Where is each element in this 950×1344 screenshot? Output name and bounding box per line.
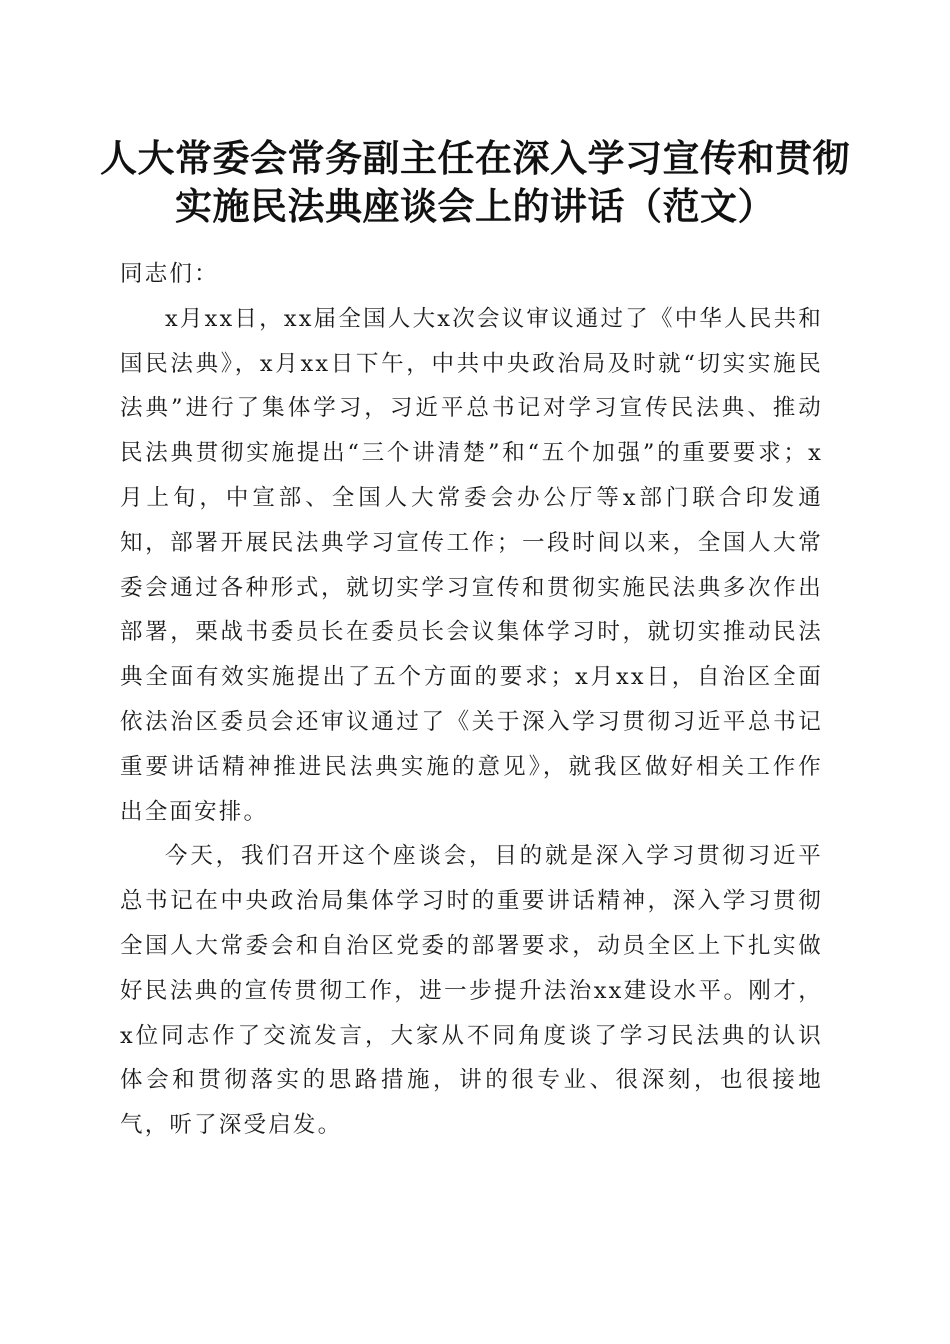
document-body [120, 252, 823, 1148]
body-paragraph: 今天，我们召开这个座谈会，目的就是深入学习贯彻习近平总书记在中央政治局集体学习时的重要讲话精神，深入学习贯彻全国人大常委会和自治区党委的部署要求，动员全区上下扎实做好民法典的宣传贯彻工作，进一步提升法治xx建设水平。刚才，x位同志作了交流发言，大家从不同角度谈了学习民法典的认识体会和贯彻落实的思路措施，讲的很专业、很深刻，也很接地气，听了深受启发。 [120, 843, 823, 1139]
body-paragraph: x月xx日，xx届全国人大x次会议审议通过了《中华人民共和国民法典》，x月xx日下午，中共中央政治局及时就“切实实施民法典”进行了集体学习，习近平总书记对学习宣传民法典、推动民法典贯彻实施提出“三个讲清楚”和“五个加强”的重要要求；x月上旬，中宣部、全国人大常委会办公厅等x部门联合印发通知，部署开展民法典学习宣传工作；一段时间以来，全国人大常委会通过各种形式，就切实学习宣传和贯彻实施民法典多次作出部署，栗战书委员长在委员长会议集体学习时，就切实推动民法典全面有效实施提出了五个方面的要求；x月xx日，自治区全面依法治区委员会还审议通过了《关于深入学习贯彻习近平总书记重要讲话精神推进民法典实施的意见》，就我区做好相关工作作出全面安排。 [120, 305, 823, 825]
document-title: 人大常委会常务副主任在深入学习宣传和贯彻实施民法典座谈会上的讲话（范文） [100, 136, 850, 228]
salutation: 同志们： [120, 261, 219, 287]
